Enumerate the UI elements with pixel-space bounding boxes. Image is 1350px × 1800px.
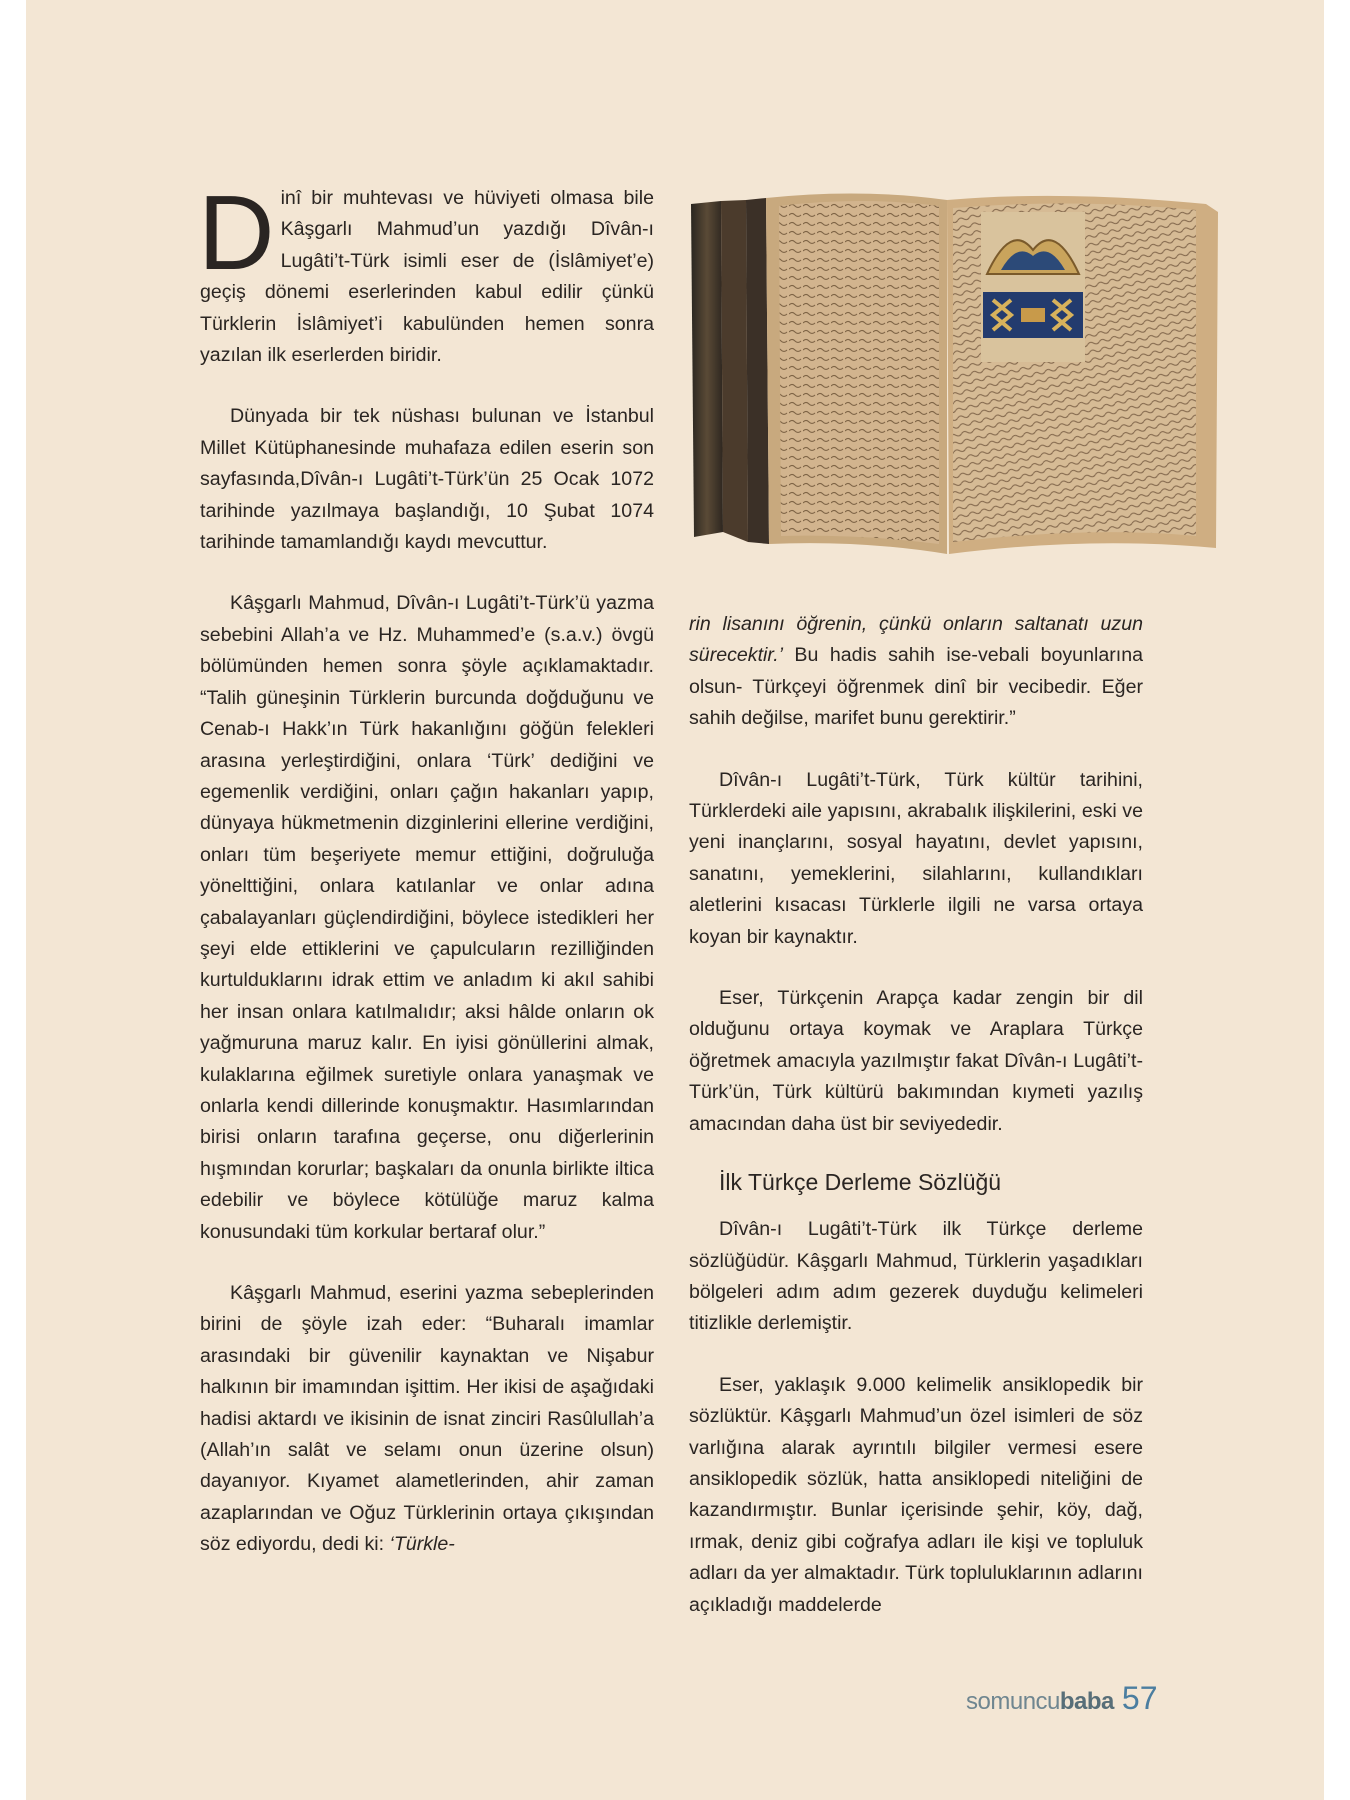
intro-text: inî bir muhtevası ve hüviyeti olmasa bile Kâşgarlı Mahmud’un yazdığı Dîvân-ı Lugâti’t-Türk isimli eser de (İslâmiyet’e) geçiş dönemi eserlerinden kabul edilir çünkü Türklerin İslâmiyet’i kabulünden hemen sonra yazılan ilk eserlerden biridir. <box>200 187 654 367</box>
logo-bold: baba <box>1059 1688 1114 1715</box>
magazine-logo <box>966 1688 1114 1715</box>
drop-cap: D <box>198 174 275 292</box>
hadith-continuation <box>689 609 1143 735</box>
hadith-italic-start: ‘Türkle- <box>389 1533 455 1556</box>
paragraph-manuscript-record: Dünyada bir tek nüshası bulunan ve İstanbul Millet Kütüphanesinde muhafaza edilen eserin son sayfasında,Dîvân-ı Lugâti’t-Türk’ün 25 Ocak 1072 tarihinde yazılmaya başlandığı, 10 Şubat 1074 tarihinde tamamlandığı kaydı mevcuttur. <box>200 405 654 554</box>
paragraph-reason-quote: Kâşgarlı Mahmud, Dîvân-ı Lugâti’t-Türk’ü yazma sebebini Allah’a ve Hz. Muhammed’e (s.a.v.) övgü bölümünden hemen sonra şöyle açıklamaktadır. “Talih güneşinin Türklerin burcunda doğduğunu ve Cenab-ı Hakk’ın Türk hakanlığını göğün felekleri arasına yerleştirdiğini, onlara ‘Türk’ dediğini ve egemenlik verdiğini, onları çağın hakanları yapıp, dünyaya hükmetmenin dizginlerini ellerine verdiğini, onları tüm beşeriyete memur ettiğini, doğruluğa yönelttiğini, onlara katılanlar ve onlar adına çabalayanları güçlendirdiğini, böylece istedikleri her şeyi elde ettiklerini ve çapulcuların rezilliğinden kurtulduklarını idrak ettim ve anladım ki akıl sahibi her insan onlara katılmalıdır; aksi hâlde onların ok yağmuruna maruz kalır. En iyisi gönüllerini almak, kulaklarına eğilmek suretiyle onlara yanaşmak ve onlarla kendi dillerinde konuşmaktır. Hasımlarından birisi onların tarafına geçerse, onu diğerlerinin hışmından korurlar; başkaları da onunla birlikte iltica edebilir ve böylece kötülüğe maruz kalma konusundaki tüm korkular bertaraf olur.” <box>200 592 654 1243</box>
manuscript-book-image <box>691 192 1218 564</box>
illumination-panel <box>981 212 1085 362</box>
book-cover-1 <box>691 201 723 537</box>
paragraph-culture-source: Dîvân-ı Lugâti’t-Türk, Türk kültür tarihini, Türklerdeki aile yapısını, akrabalık ilişkilerini, eski ve yeni inançlarını, sosyal hayatını, devlet yapısını, sanatını, yemeklerini, silahlarını, kullandıkları aletlerini kısacası Türklerle ilgili ne varsa ortaya koyan bir kaynaktır. <box>689 768 1143 948</box>
band-center <box>1021 308 1045 322</box>
hadith-intro-text: Kâşgarlı Mahmud, eserini yazma sebeplerinden birini de şöyle izah eder: “Buharalı imamlar arasındaki bir güvenilir kaynaktan ve Nişabur halkının bir imamından işittim. Her ikisi de aşağıdaki hadisi aktardı ve ikisinin de isnat zinciri Rasûlullah’a (Allah’ın salât ve selamı onun üzerine olsun) dayanıyor. Kıyamet alametlerinden, ahir zaman azaplarından ve Oğuz Türklerinin ortaya çıkışından söz ediyordu, dedi ki: <box>200 1282 654 1556</box>
hadith-commentary: Bu hadis sahih ise-vebali boyunlarına olsun- Türkçeyi öğrenmek dinî bir vecibedir. Eğer sahih değilse, marifet bunu gerektirir.” <box>689 644 1143 730</box>
paragraph-first-dictionary: Dîvân-ı Lugâti’t-Türk ilk Türkçe derleme sözlüğüdür. Kâşgarlı Mahmud, Türklerin yaşadıkları bölgeleri adım adım gezerek duyduğu kelimeleri titizlikle derlemiştir. <box>689 1218 1143 1335</box>
magazine-page <box>26 0 1324 1800</box>
left-page-text <box>779 201 939 544</box>
book-cover-3 <box>746 198 769 544</box>
page-number: 57 <box>1121 1680 1158 1716</box>
right-column <box>689 609 1143 1621</box>
left-column <box>198 174 654 1561</box>
page-footer <box>966 1680 1158 1720</box>
logo-light: somuncu <box>966 1688 1060 1715</box>
paragraph-encyclopedic: Eser, yaklaşık 9.000 kelimelik ansiklopedik bir sözlüktür. Kâşgarlı Mahmud’un özel isimleri de söz varlığına alarak ayrıntılı bilgiler vermesi esere ansiklopedik sözlük, hatta ansiklopedi niteliğini de kazandırmıştır. Bunlar içerisinde şehir, köy, dağ, ırmak, deniz gibi coğrafya adları ile kişi ve topluluk adları da yer almaktadır. Türk topluluklarının adlarını açıkladığı maddelerde <box>689 1373 1143 1616</box>
book-cover-2 <box>721 200 748 542</box>
paragraph-hadith <box>200 1278 654 1561</box>
paragraph-purpose: Eser, Türkçenin Arapça kadar zengin bir dil olduğunu ortaya koymak ve Araplara Türkçe öğretmek amacıyla yazılmıştır fakat Dîvân-ı Lugâti’t-Türk’ün, Türk kültürü bakımından kıymeti yazılış amacından daha üst bir seviyededir. <box>689 987 1143 1135</box>
intro-paragraph <box>198 174 654 371</box>
hadith-italic-end: rin lisanını öğrenin, çünkü onların saltanatı uzun sürecektir.’ <box>689 613 1143 667</box>
section-subheading: İlk Türkçe Derleme Sözlüğü <box>719 1169 1002 1196</box>
